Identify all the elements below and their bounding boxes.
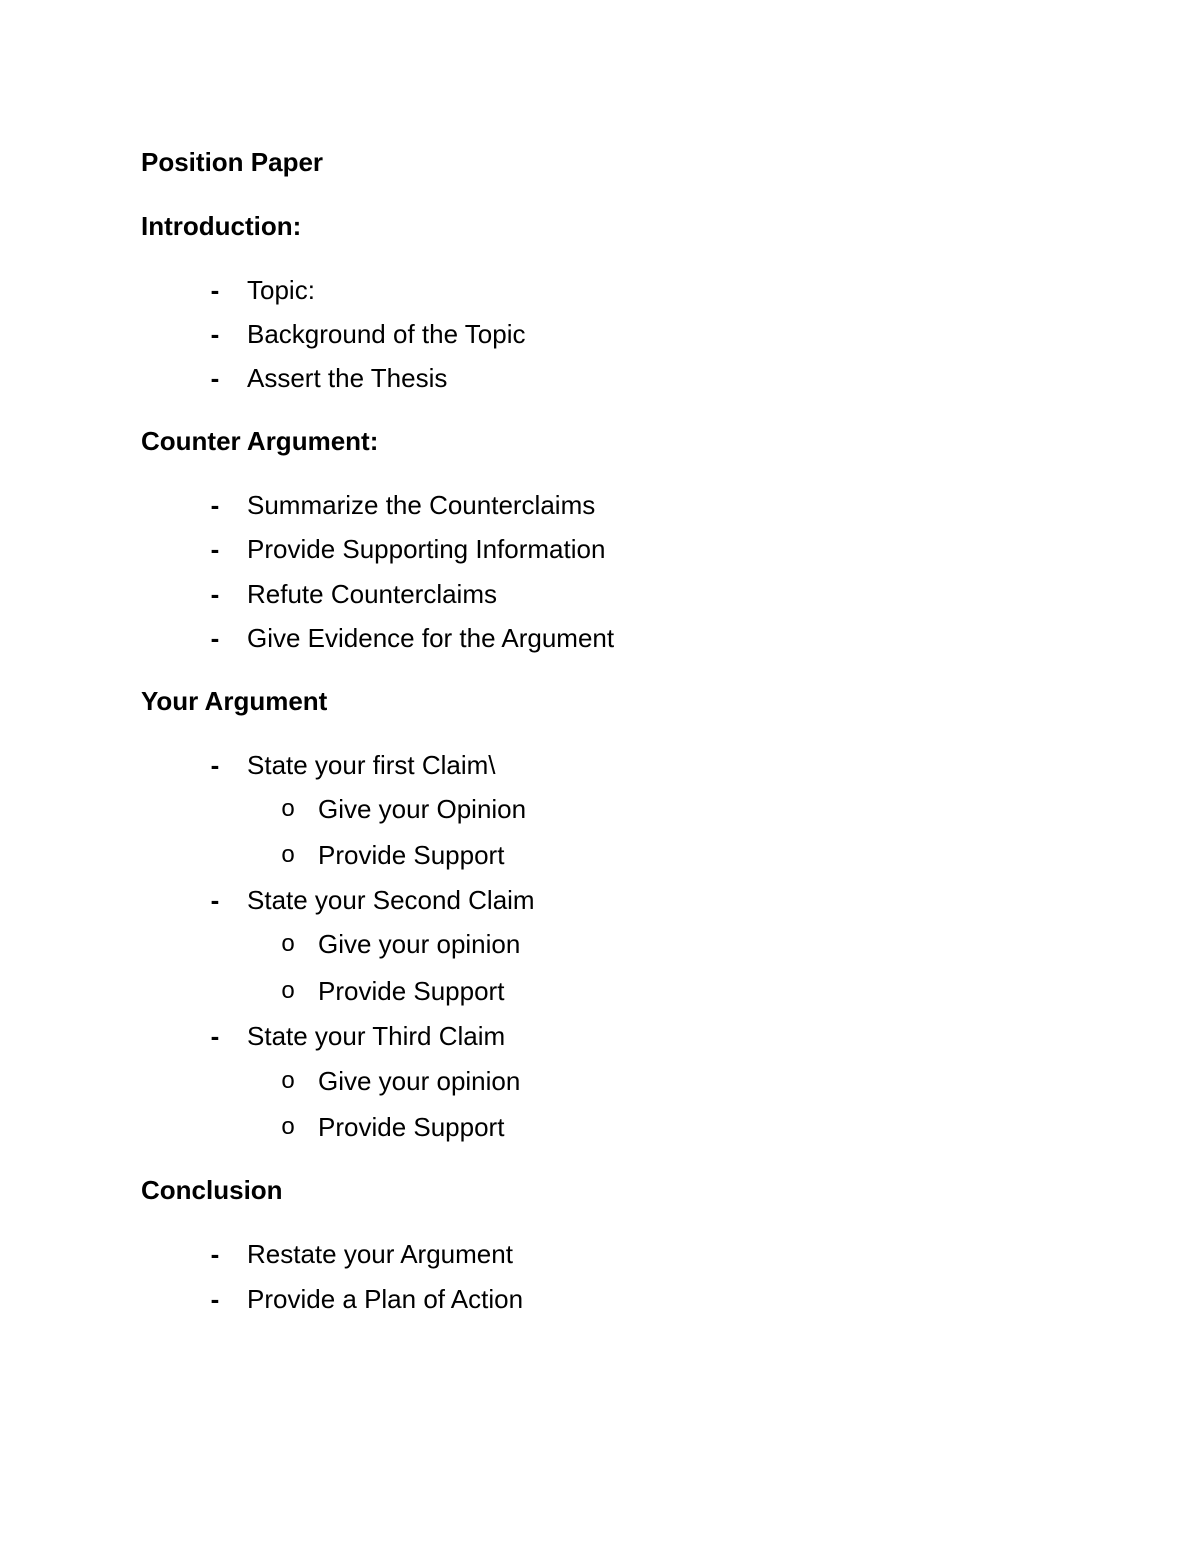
section-heading-introduction: Introduction:	[141, 211, 302, 241]
dash-bullet: -	[210, 579, 220, 609]
dash-bullet: -	[210, 1021, 220, 1051]
section-heading-conclusion: Conclusion	[141, 1175, 283, 1205]
dash-bullet: -	[210, 319, 220, 349]
document-title: Position Paper	[141, 147, 324, 177]
dash-bullet: -	[210, 363, 220, 393]
dash-bullet: -	[210, 275, 220, 305]
sub-list-item-text: Give your opinion	[318, 1066, 521, 1096]
dash-bullet: -	[210, 1239, 220, 1269]
dash-bullet: -	[210, 750, 220, 780]
list-item-text: Restate your Argument	[247, 1239, 513, 1269]
sub-list-item-text: Provide Support	[318, 976, 505, 1006]
list-item-text: Background of the Topic	[247, 319, 526, 349]
circle-bullet: o	[281, 1113, 295, 1140]
list-item-text: Provide Supporting Information	[247, 534, 606, 564]
dash-bullet: -	[210, 490, 220, 520]
dash-bullet: -	[210, 623, 220, 653]
circle-bullet: o	[281, 1067, 295, 1094]
list-item-text: Topic:	[247, 275, 315, 305]
list-item-text: Give Evidence for the Argument	[247, 623, 615, 653]
list-item-text: Summarize the Counterclaims	[247, 490, 596, 520]
list-item-text: Assert the Thesis	[247, 363, 448, 393]
section-heading-your-argument: Your Argument	[141, 686, 328, 716]
dash-bullet: -	[210, 534, 220, 564]
circle-bullet: o	[281, 930, 295, 957]
claim-text: State your Third Claim	[247, 1021, 506, 1051]
section-heading-counter-argument: Counter Argument:	[141, 426, 379, 456]
sub-list-item-text: Give your Opinion	[318, 794, 527, 824]
sub-list-item-text: Give your opinion	[318, 929, 521, 959]
sub-list-item-text: Provide Support	[318, 840, 505, 870]
dash-bullet: -	[210, 885, 220, 915]
circle-bullet: o	[281, 841, 295, 868]
circle-bullet: o	[281, 795, 295, 822]
list-item-text: Refute Counterclaims	[247, 579, 497, 609]
sub-list-item-text: Provide Support	[318, 1112, 505, 1142]
claim-text: State your first Claim\	[247, 750, 496, 780]
dash-bullet: -	[210, 1284, 220, 1314]
list-item-text: Provide a Plan of Action	[247, 1284, 524, 1314]
circle-bullet: o	[281, 977, 295, 1004]
claim-text: State your Second Claim	[247, 885, 535, 915]
